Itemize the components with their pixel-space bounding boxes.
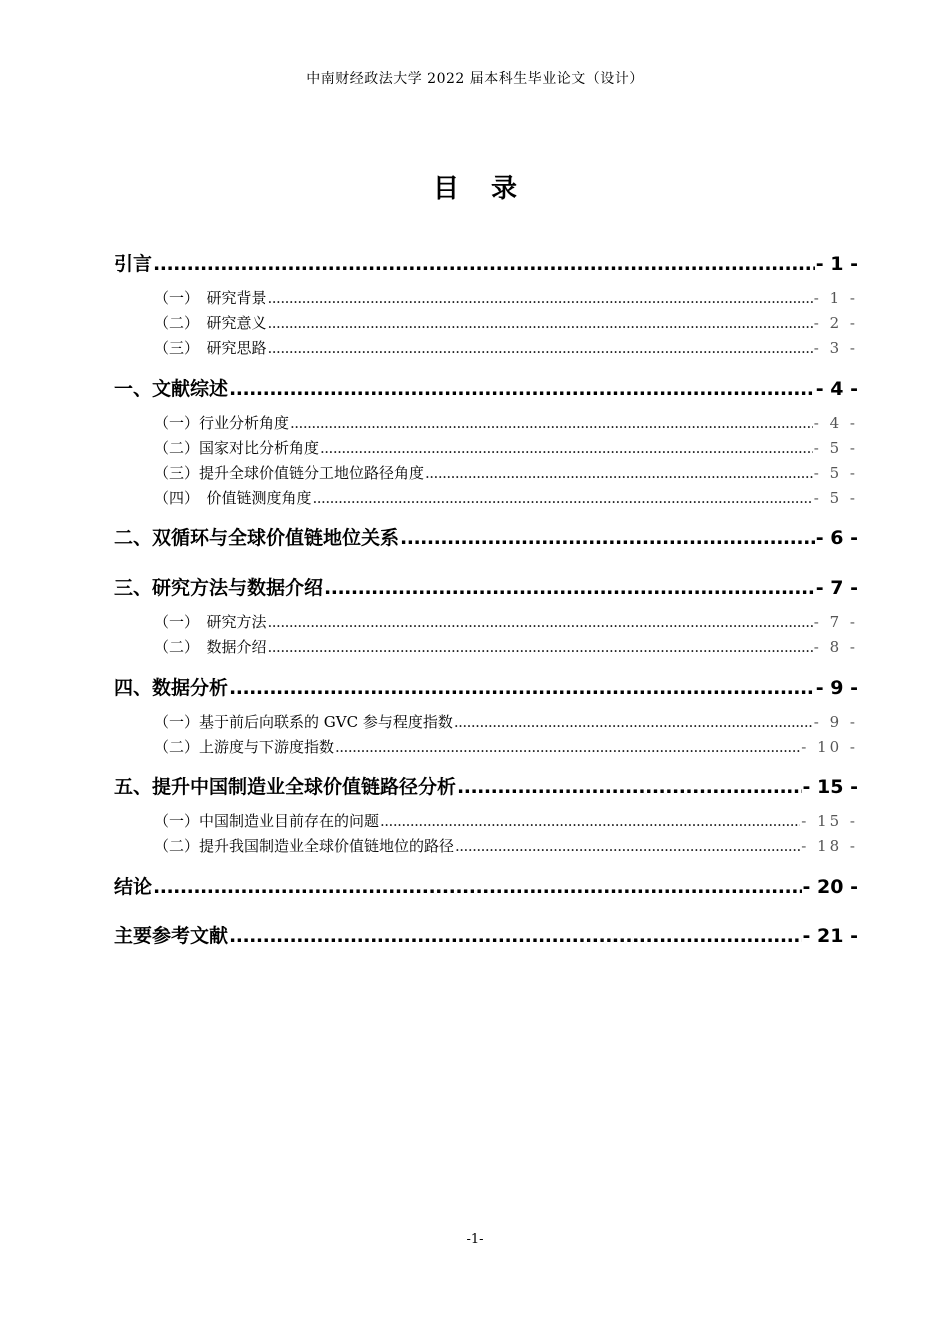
toc-entry-label: （一） 研究方法 [154, 613, 267, 631]
toc-leader-dots [268, 339, 813, 357]
toc-leader-dots [229, 378, 815, 400]
toc-entry-label: （一） 研究背景 [154, 289, 267, 307]
toc-entry-label: （一）行业分析角度 [154, 414, 290, 432]
toc-section-entry[interactable] [154, 810, 858, 831]
toc-entry-page: - 4 - [815, 378, 858, 400]
toc-leader-dots [425, 464, 813, 482]
toc-section-entry[interactable] [154, 636, 858, 657]
toc-entry-label: （一）基于前后向联系的 GVC 参与程度指数 [154, 713, 453, 731]
toc-leader-dots [380, 812, 800, 830]
toc-entry-page: - 5 - [813, 489, 858, 507]
toc-entry-label: （一）中国制造业目前存在的问题 [154, 812, 380, 830]
toc-entry-page: - 7 - [815, 577, 858, 599]
toc-leader-dots [229, 677, 815, 699]
toc-entry-page: - 10 - [801, 738, 858, 756]
toc-entry-label: （四） 价值链测度角度 [154, 489, 312, 507]
toc-leader-dots [324, 577, 815, 599]
toc-entry-page: - 6 - [815, 527, 858, 549]
toc-leader-dots [335, 738, 800, 756]
toc-leader-dots [268, 638, 813, 656]
toc-entry-label: （三）提升全球价值链分工地位路径角度 [154, 464, 425, 482]
toc-entry-label: 二、双循环与全球价值链地位关系 [114, 527, 400, 549]
toc-leader-dots [400, 527, 815, 549]
toc-entry-page: - 9 - [815, 677, 858, 699]
toc-section-entry[interactable] [154, 437, 858, 458]
toc-entry-label: 一、文献综述 [114, 378, 229, 400]
toc-entry-page: - 15 - [801, 812, 858, 830]
toc-entry-page: - 1 - [813, 289, 858, 307]
toc-leader-dots [290, 414, 813, 432]
toc-entry-page: - 5 - [813, 439, 858, 457]
toc-entry-page: - 20 - [802, 876, 858, 898]
toc-section-entry[interactable] [154, 312, 858, 333]
toc-entry-label: （二）提升我国制造业全球价值链地位的路径 [154, 837, 455, 855]
toc-leader-dots [457, 776, 802, 798]
toc-leader-dots [455, 837, 800, 855]
toc-entry-page: - 15 - [802, 776, 858, 798]
toc-entry-page: - 4 - [813, 414, 858, 432]
toc-leader-dots [268, 289, 813, 307]
toc-section-entry[interactable] [154, 287, 858, 308]
toc-leader-dots [454, 713, 813, 731]
toc-leader-dots [313, 489, 813, 507]
toc-chapter-entry[interactable] [114, 374, 858, 401]
toc-entry-label: （三） 研究思路 [154, 339, 267, 357]
toc-entry-label: 引言 [114, 253, 153, 275]
toc-chapter-entry[interactable] [114, 523, 858, 550]
toc-entry-label: 三、研究方法与数据介绍 [114, 577, 324, 599]
toc-entry-page: - 21 - [802, 925, 858, 947]
toc-entry-label: （二） 数据介绍 [154, 638, 267, 656]
toc-entry-page: - 18 - [801, 837, 858, 855]
toc-section-entry[interactable] [154, 487, 858, 508]
toc-section-entry[interactable] [154, 462, 858, 483]
toc-entry-label: （二）上游度与下游度指数 [154, 738, 335, 756]
toc-chapter-entry[interactable] [114, 573, 858, 600]
page-number: -1- [466, 1232, 484, 1247]
toc-leader-dots [229, 925, 802, 947]
toc-section-entry[interactable] [154, 337, 858, 358]
toc-chapter-entry[interactable] [114, 249, 858, 276]
toc-leader-dots [153, 253, 815, 275]
toc-leader-dots [268, 613, 813, 631]
toc-section-entry[interactable] [154, 711, 858, 732]
toc-leader-dots [268, 314, 813, 332]
toc-chapter-entry[interactable] [114, 872, 858, 899]
toc-title [0, 168, 950, 205]
toc-entry-label: （二） 研究意义 [154, 314, 267, 332]
running-header: 中南财经政法大学 2022 届本科生毕业论文（设计） [306, 71, 644, 87]
toc-section-entry[interactable] [154, 736, 858, 757]
toc-entry-label: 五、提升中国制造业全球价值链路径分析 [114, 776, 457, 798]
toc-title-char-1: 目 [432, 174, 459, 204]
toc-section-entry[interactable] [154, 412, 858, 433]
toc-chapter-entry[interactable] [114, 772, 858, 799]
toc-entry-page: - 5 - [813, 464, 858, 482]
toc-entry-page: - 7 - [813, 613, 858, 631]
toc-leader-dots [320, 439, 813, 457]
toc-entry-page: - 1 - [815, 253, 858, 275]
toc-section-entry[interactable] [154, 835, 858, 856]
toc-entry-page: - 2 - [813, 314, 858, 332]
toc-entry-page: - 3 - [813, 339, 858, 357]
toc-leader-dots [153, 876, 802, 898]
toc-entry-label: （二）国家对比分析角度 [154, 439, 320, 457]
toc-entry-page: - 8 - [813, 638, 858, 656]
toc-entry-label: 结论 [114, 876, 153, 898]
toc-title-char-2: 录 [491, 174, 518, 204]
toc-chapter-entry[interactable] [114, 921, 858, 948]
toc-entry-label: 主要参考文献 [114, 925, 229, 947]
toc-chapter-entry[interactable] [114, 673, 858, 700]
toc-entry-page: - 9 - [813, 713, 858, 731]
toc-entry-label: 四、数据分析 [114, 677, 229, 699]
toc-section-entry[interactable] [154, 611, 858, 632]
